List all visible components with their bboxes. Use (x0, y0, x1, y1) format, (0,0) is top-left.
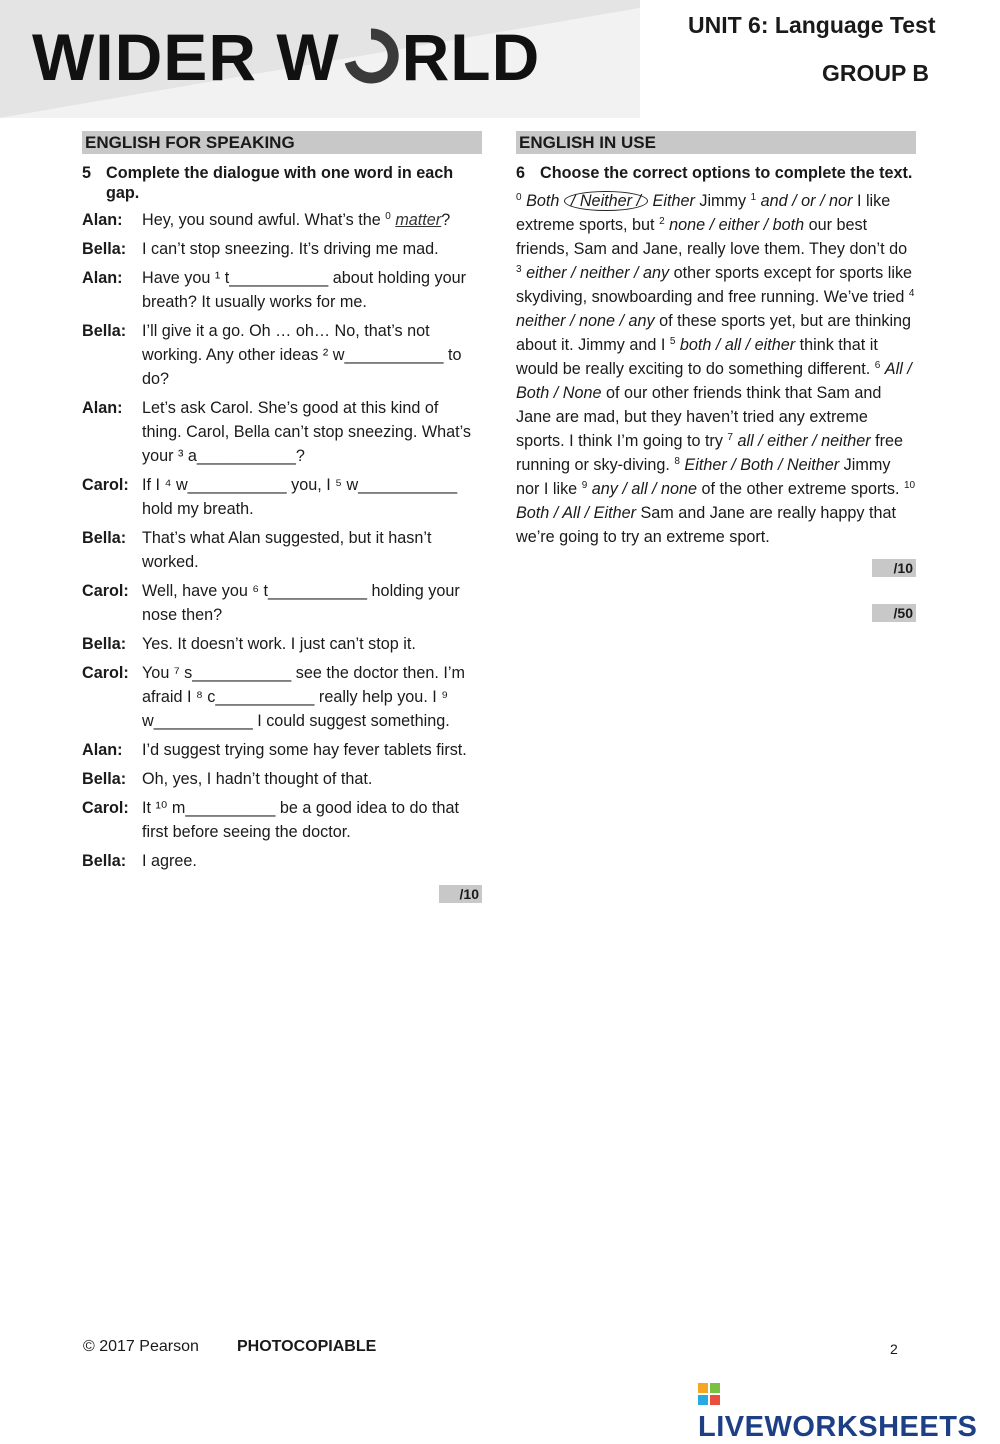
speaker: Carol: (82, 664, 129, 682)
dialogue-line (82, 473, 482, 521)
speaker: Alan: (82, 211, 123, 229)
dialogue-line (82, 632, 482, 656)
page-number: 2 (890, 1341, 898, 1357)
line-text: Have you ¹ t___________ about holding your breath? It usually works for me. (142, 269, 466, 311)
speaker: Alan: (82, 741, 123, 759)
example-answer: matter (395, 211, 442, 229)
photocopiable-label: PHOTOCOPIABLE (237, 1338, 377, 1355)
dialogue-line (82, 237, 482, 261)
exercise-number: 5 (82, 164, 92, 182)
line-text: I agree. (142, 852, 197, 870)
total-score-box: /50 (872, 604, 916, 622)
logo-o-ring-icon (342, 28, 400, 84)
speaker: Bella: (82, 240, 127, 258)
speaker: Bella: (82, 852, 127, 870)
line-text: I’ll give it a go. Oh … oh… No, that’s not working. Any other ideas ² w___________ to do? (142, 322, 462, 388)
speaker: Carol: (82, 799, 129, 817)
unit-title: UNIT 6: Language Test (688, 12, 936, 38)
dialogue-line (82, 579, 482, 627)
line-text: I can’t stop sneezing. It’s driving me mad. (142, 240, 439, 258)
dialogue-line (82, 661, 482, 733)
line-text: Oh, yes, I hadn’t thought of that. (142, 770, 373, 788)
speaker: Bella: (82, 635, 127, 653)
speaker: Bella: (82, 770, 127, 788)
exercise-instruction (516, 163, 916, 183)
dialogue-line (82, 767, 482, 791)
speaker: Bella: (82, 322, 127, 340)
speaker: Alan: (82, 269, 123, 287)
speaker: Carol: (82, 476, 129, 494)
section-title: ENGLISH IN USE (516, 131, 916, 154)
instruction-text: Complete the dialogue with one word in each gap. (106, 164, 454, 202)
line-text: That’s what Alan suggested, but it hasn’t worked. (142, 529, 432, 571)
dialogue-line (82, 526, 482, 574)
dialogue-line (82, 208, 482, 232)
section-title: ENGLISH FOR SPEAKING (82, 131, 482, 154)
line-text: Hey, you sound awful. What’s the $^0$ matter? (142, 211, 451, 229)
dialogue-line (82, 319, 482, 391)
exercise-instruction (82, 163, 482, 203)
score-box: /10 (872, 559, 916, 577)
line-text: It ¹⁰ m__________ be a good idea to do that first before seeing the doctor. (142, 799, 459, 841)
dialogue-line (82, 396, 482, 468)
circled-example-answer: / Neither / (564, 191, 648, 211)
wider-world-logo: WIDER W RLD (32, 20, 541, 94)
copyright: © 2017 Pearson (83, 1338, 199, 1355)
dialogue-line (82, 796, 482, 844)
exercise-text: $^0$ Both / Neither / Either Jimmy $^1$ and / or / nor I like extreme sports, but $^2$ none / either / both our best friends, Sam and Jane, really love them. They don’t do $^3$ either / neither / any other sports except for sports like skydiving, snowboarding and free running. We’ve tried $^4$ neither / none / any of these sports yet, but are thinking about it. Jimmy and I $^5$ both / all / either think that it would be really exciting to do something different. $^6$ All / Both / None of our other friends think that Sam and Jane are mad, but they haven’t tried any extreme sports. I think I’m going to try $^7$ all / either / neither free running or sky-diving. $^8$ Either / Both / Neither Jimmy nor I like $^9$ any / all / none of the other extreme sports. $^{10}$ Both / All / Either Sam and Jane are really happy that we’re going to try an extreme sport. (516, 192, 916, 546)
group-label: GROUP B (822, 60, 929, 86)
line-text: I’d suggest trying some hay fever tablets first. (142, 741, 467, 759)
line-text: Yes. It doesn’t work. I just can’t stop it. (142, 635, 416, 653)
dialogue-line (82, 849, 482, 873)
instruction-text: Choose the correct options to complete the text. (540, 164, 913, 182)
speaker: Carol: (82, 582, 129, 600)
english-in-use-section (516, 131, 916, 622)
liveworksheets-mark-icon (698, 1383, 720, 1405)
line-text: Let’s ask Carol. She’s good at this kind of thing. Carol, Bella can’t stop sneezing. What’s your ³ a___________? (142, 399, 472, 465)
line-text: You ⁷ s___________ see the doctor then. I’m afraid I ⁸ c___________ really help you. I ⁹ w___________ I could suggest something. (142, 664, 465, 730)
line-text: Well, have you ⁶ t___________ holding your nose then? (142, 582, 460, 624)
speaker: Bella: (82, 529, 127, 547)
line-text: If I ⁴ w___________ you, I ⁵ w___________ hold my breath. (142, 476, 458, 518)
english-for-speaking-section (82, 131, 482, 903)
speaker: Alan: (82, 399, 123, 417)
dialogue-line (82, 266, 482, 314)
dialogue-line (82, 738, 482, 762)
liveworksheets-logo: LIVEWORKSHEETS (698, 1378, 1000, 1444)
score-box: /10 (439, 885, 482, 903)
exercise-number: 6 (516, 164, 526, 182)
